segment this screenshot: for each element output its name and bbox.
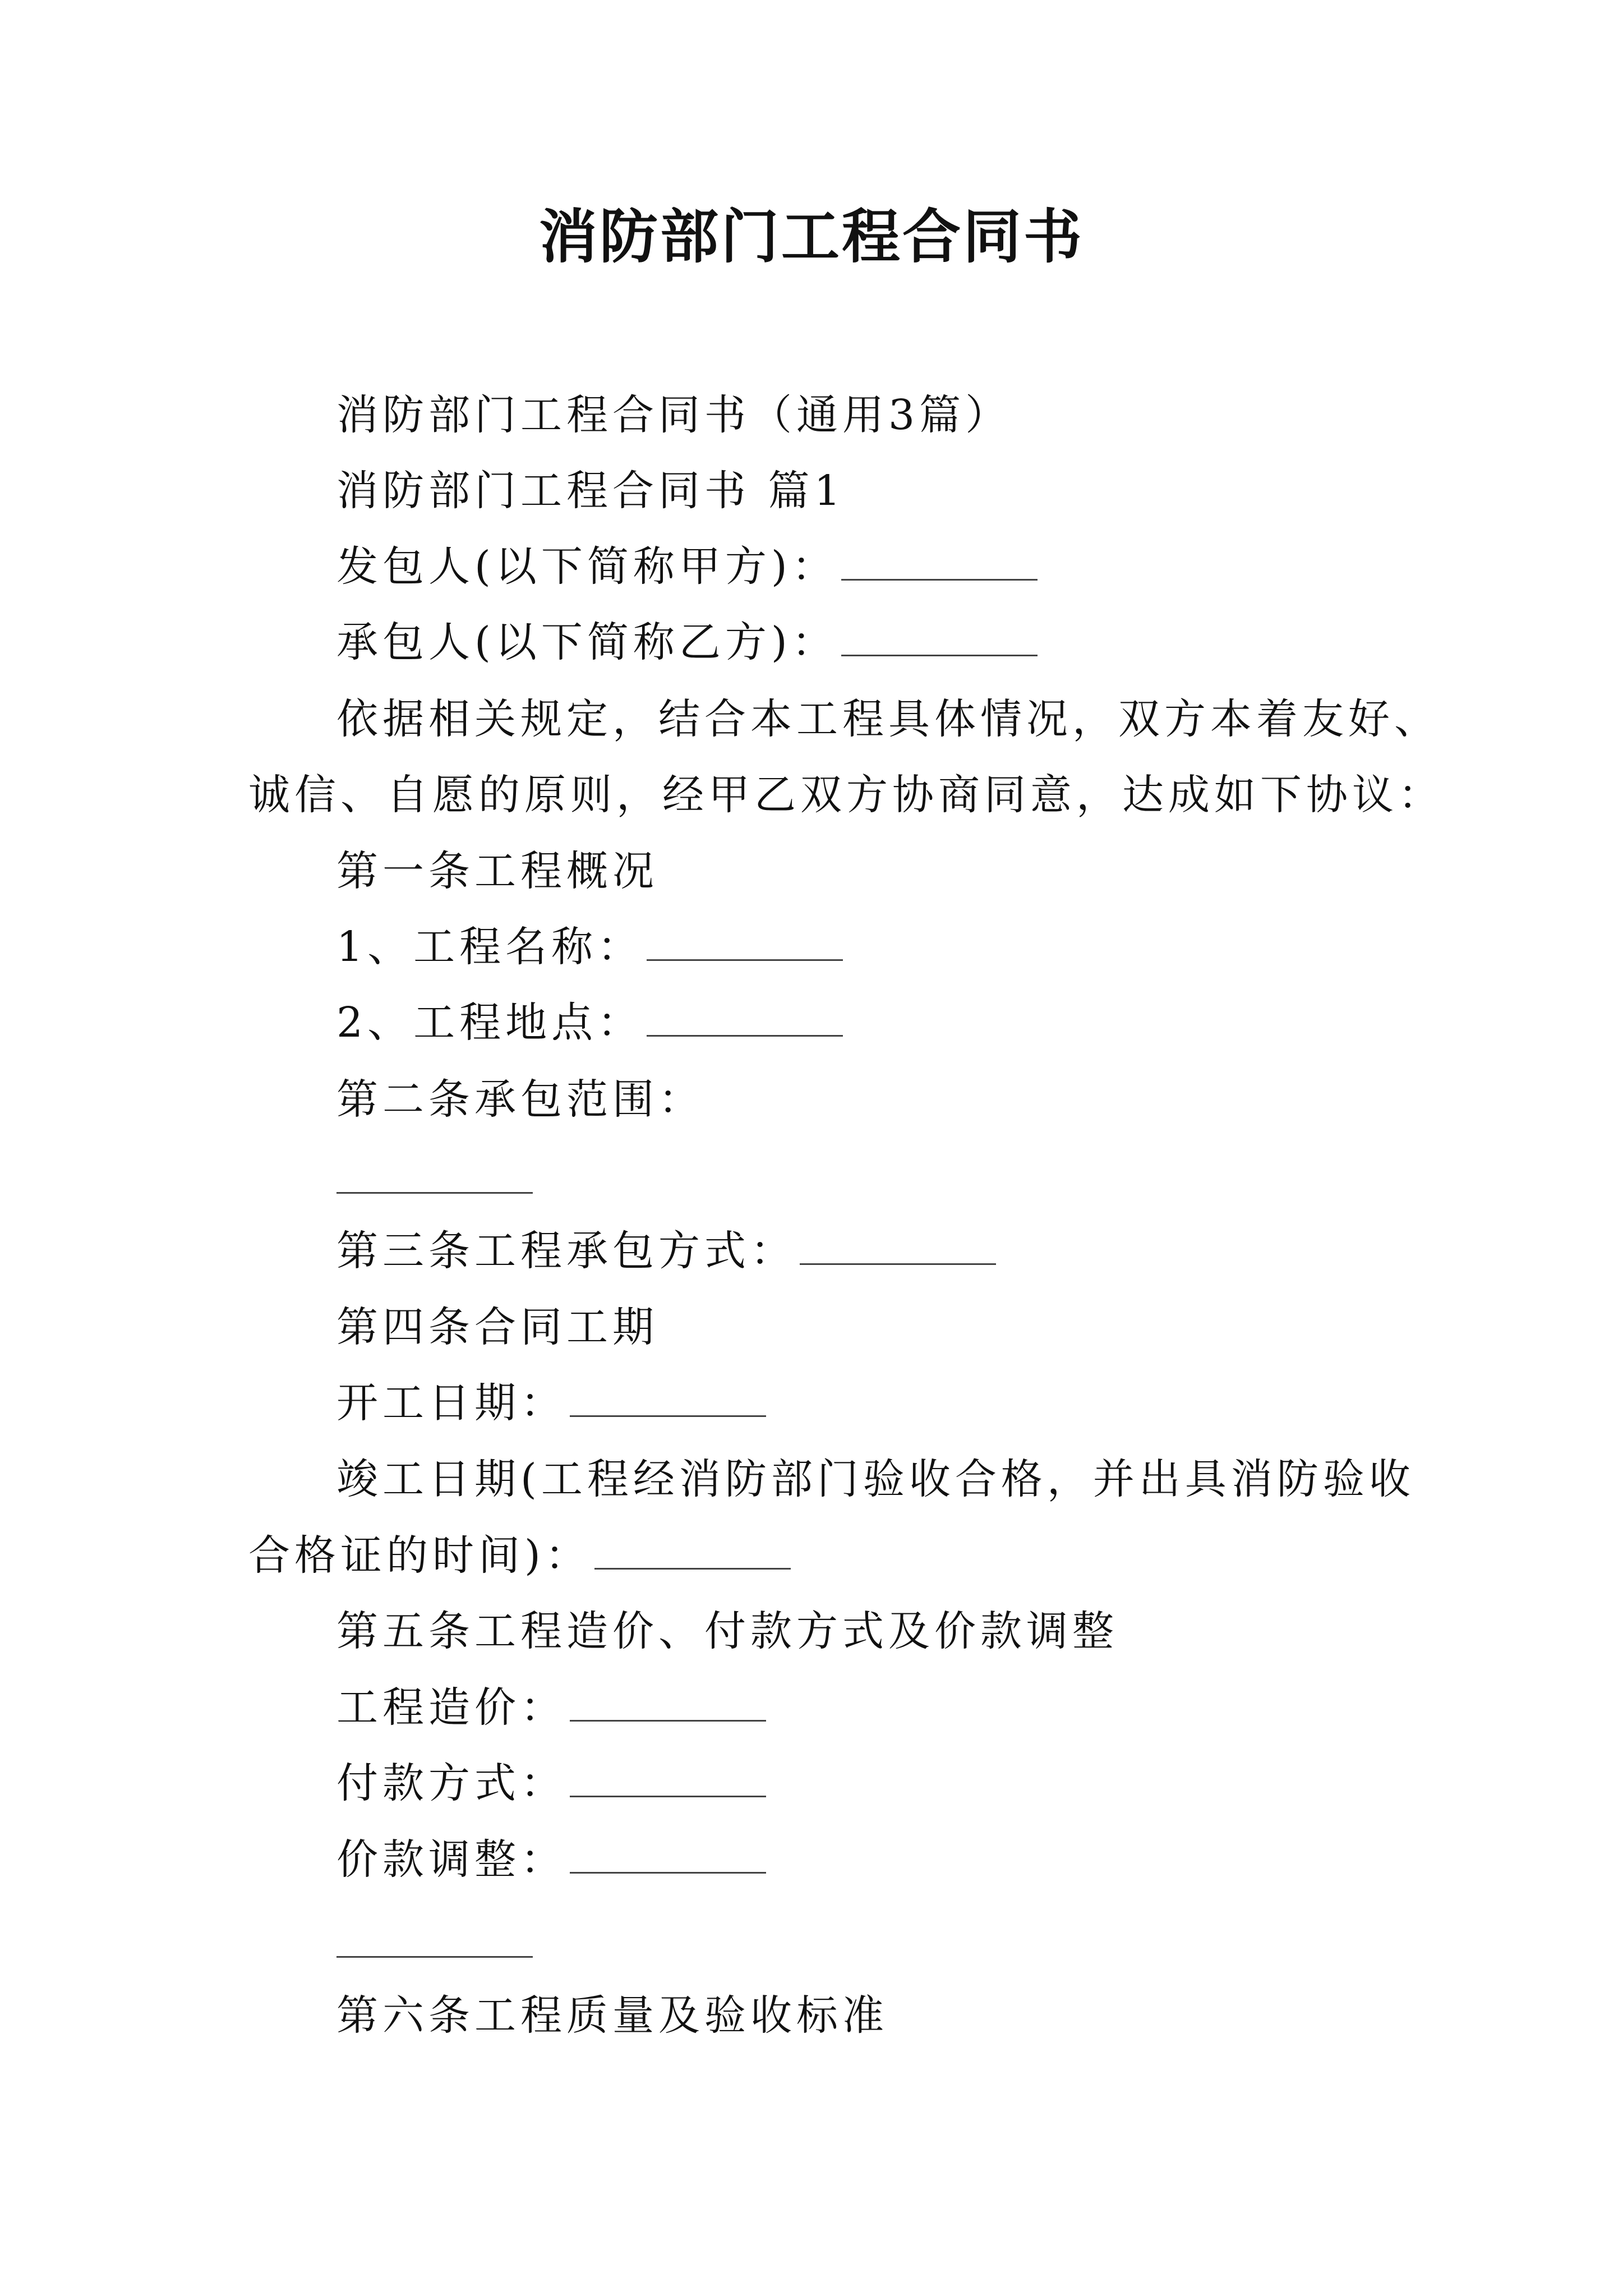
paragraph-line: [248, 767, 1444, 823]
article-heading-text: 第六条工程质量及验收标准: [336, 1991, 888, 2040]
field-blank: [570, 1838, 766, 1874]
blank-rule: [336, 1192, 533, 1194]
party-a-blank: [841, 545, 1038, 581]
field-line: [336, 1755, 766, 1811]
field-blank: [594, 1534, 791, 1570]
party-b-label: 承包人(以下简称乙方)：: [336, 618, 838, 666]
field-line: [336, 919, 843, 975]
field-line: [336, 1375, 766, 1431]
field-label: 付款方式：: [336, 1759, 566, 1807]
field-blank: [647, 1001, 843, 1037]
field-label: 工程造价：: [336, 1683, 566, 1732]
paragraph-line: [336, 1451, 1415, 1507]
field-blank: [570, 1382, 766, 1417]
paragraph-line: [336, 691, 1440, 747]
article-heading-text: 第四条合同工期: [336, 1303, 658, 1351]
field-blank: [570, 1762, 766, 1797]
section-heading-text: 消防部门工程合同书 篇1: [336, 467, 845, 515]
subtitle-text: 消防部门工程合同书（通用3篇）: [336, 391, 1012, 439]
field-line: [336, 1680, 766, 1736]
party-b-blank: [841, 621, 1038, 656]
field-label: 合格证的时间)：: [248, 1531, 591, 1580]
field-line: [248, 1527, 791, 1584]
field-label: 价款调整：: [336, 1835, 566, 1884]
field-blank: [570, 1686, 766, 1722]
article-heading-text: 第一条工程概况: [336, 847, 658, 895]
field-line: [336, 995, 843, 1051]
field-line: [336, 1832, 766, 1888]
field-label: 开工日期：: [336, 1379, 566, 1427]
field-label: 第三条工程承包方式：: [336, 1227, 796, 1275]
party-b-line: [336, 614, 1038, 670]
article-heading: [336, 1987, 888, 2044]
field-label: 2、工程地点：: [336, 999, 644, 1047]
field-blank: [647, 926, 843, 961]
paragraph-text: 竣工日期(工程经消防部门验收合格，并出具消防验收: [336, 1455, 1415, 1503]
paragraph-text: 诚信、自愿的原则，经甲乙双方协商同意，达成如下协议：: [248, 771, 1444, 819]
blank-rule: [336, 1956, 533, 1958]
article-heading: [336, 843, 658, 899]
field-line: [336, 1223, 996, 1279]
article-heading: [336, 1071, 704, 1128]
subtitle-line: [336, 387, 1011, 443]
article-heading-text: 第二条承包范围：: [336, 1075, 704, 1124]
field-blank: [800, 1230, 996, 1265]
party-a-label: 发包人(以下简称甲方)：: [336, 542, 838, 591]
article-heading: [336, 1603, 1118, 1659]
document-title: 消防部门工程合同书: [538, 202, 1084, 271]
section-heading: [336, 463, 845, 519]
article-heading: [336, 1299, 658, 1355]
field-label: 1、工程名称：: [336, 923, 644, 971]
article-heading-text: 第五条工程造价、付款方式及价款调整: [336, 1607, 1118, 1655]
paragraph-text: 依据相关规定，结合本工程具体情况，双方本着友好、: [336, 695, 1440, 743]
party-a-line: [336, 539, 1038, 595]
